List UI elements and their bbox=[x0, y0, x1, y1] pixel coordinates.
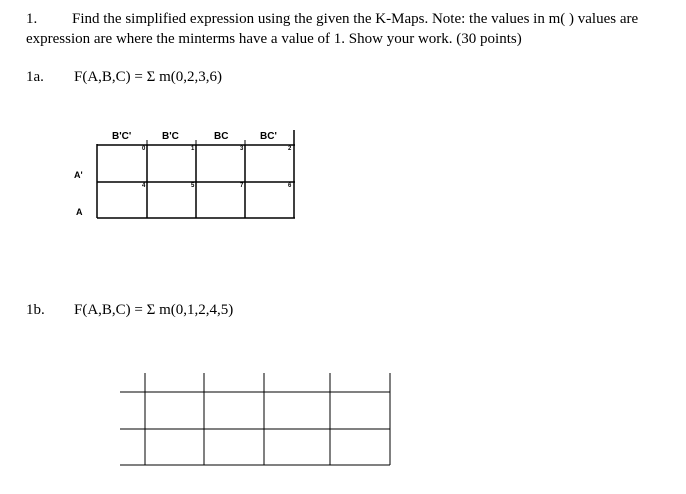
kmap-1a-col-header: B'C bbox=[162, 131, 179, 142]
kmap-1a-row-header: A bbox=[76, 207, 83, 217]
part-1a-expression: F(A,B,C) = Σ m(0,2,3,6) bbox=[74, 69, 223, 85]
part-1b-label: 1b. bbox=[26, 302, 45, 318]
kmap-1a-col-header: BC' bbox=[260, 131, 277, 142]
part-1a-label: 1a. bbox=[26, 69, 44, 85]
kmap-1a-cell-index: 3 bbox=[240, 146, 244, 152]
part-1b-expression: F(A,B,C) = Σ m(0,1,2,4,5) bbox=[74, 302, 234, 318]
kmap-1a-cell-index: 5 bbox=[191, 183, 195, 189]
kmap-1a-col-header: B'C' bbox=[112, 131, 132, 142]
kmap-1a-cell-index: 2 bbox=[288, 146, 292, 152]
kmap-1a-cell-index: 0 bbox=[142, 146, 146, 152]
question-number: 1. bbox=[26, 11, 38, 27]
question-text-line1: Find the simplified expression using the given the K-Maps. Note: the values in m( ) values are bbox=[72, 11, 639, 27]
kmap-1a-cell-index: 6 bbox=[288, 183, 292, 189]
kmap-1a-col-header: BC bbox=[214, 131, 229, 142]
kmap-1a-cell-index: 7 bbox=[240, 183, 244, 189]
kmap-1a-row-header: A' bbox=[74, 170, 83, 180]
question-text-line2: expression are where the minterms have a value of 1. Show your work. (30 points) bbox=[26, 31, 522, 47]
kmap-1a-cell-index: 4 bbox=[142, 183, 146, 189]
kmap-1a-cell-index: 1 bbox=[191, 146, 195, 152]
